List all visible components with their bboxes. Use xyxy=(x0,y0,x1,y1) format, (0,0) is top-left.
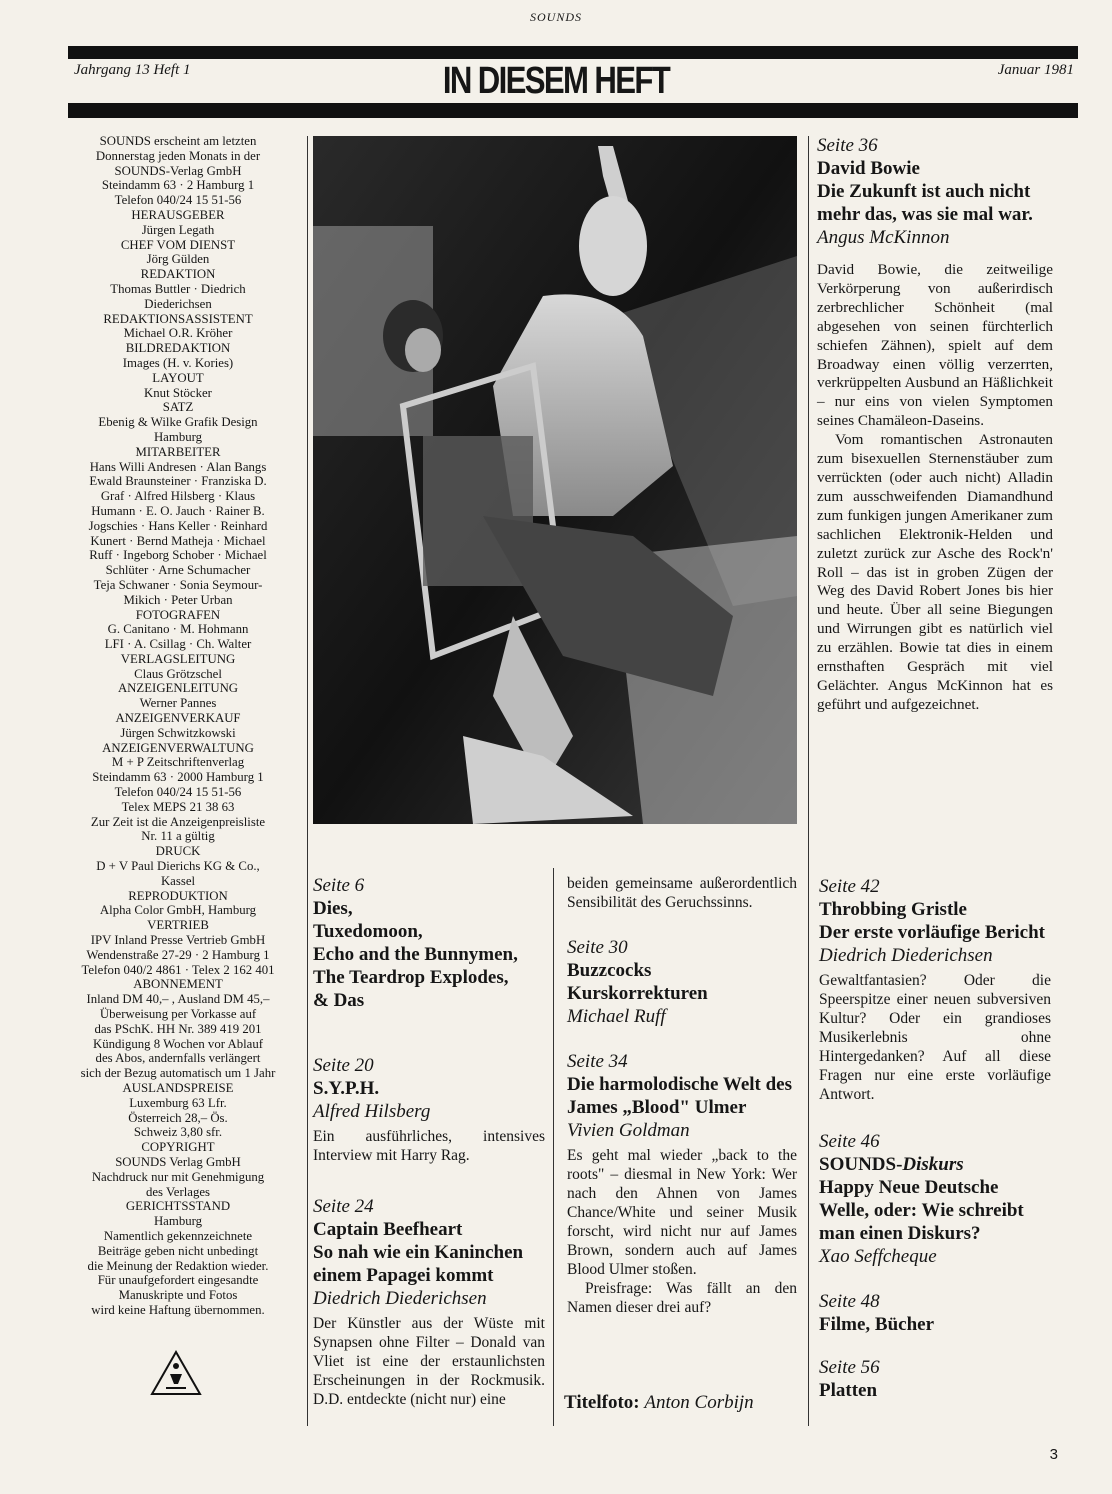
impressum-line: Steindamm 63 · 2000 Hamburg 1 xyxy=(92,770,264,785)
article-author: Diedrich Diederichsen xyxy=(819,945,993,966)
impressum-line: Ruff · Ingeborg Schober · Michael xyxy=(89,548,267,563)
impressum-line: Ewald Braunsteiner · Franziska D. xyxy=(89,474,267,489)
impressum-line: Nr. 11 a gültig xyxy=(141,829,215,844)
impressum-line: Diederichsen xyxy=(144,296,212,311)
page-ref: Seite 20 xyxy=(313,1055,374,1076)
impressum-line: Claus Grötzschel xyxy=(134,666,222,681)
impressum-line: SATZ xyxy=(162,400,194,415)
title-part: SOUNDS- xyxy=(819,1154,903,1175)
article-teaser: Der Künstler aus der Wüste mit Synapsen ohne Filter – Donald van Vliet ist eine der erstaunlichsten Erscheinungen in der Rockmusik. D.D. entdeckte (nicht nur) eine xyxy=(313,1315,545,1408)
toc-column-middle-right xyxy=(567,874,797,1317)
impressum xyxy=(50,134,306,1318)
article-title: Buzzcocks Kurskorrekturen xyxy=(567,960,708,1004)
impressum-line: COPYRIGHT xyxy=(141,1140,215,1155)
page-ref: Seite 30 xyxy=(567,937,628,958)
article-author: Diedrich Diederichsen xyxy=(313,1288,487,1309)
impressum-line: des Verlages xyxy=(145,1184,211,1199)
article-teaser: Gewaltfantasien? Oder die Speerspitze einer neuen subversiven Kultur? Oder ein grandioses Musikerlebnis ohne Hintergedanken? Auf all diese Fragen nur eine erste vorläufige Antwort. xyxy=(819,972,1051,1103)
impressum-line: Teja Schwaner · Sonia Seymour- xyxy=(93,577,263,592)
impressum-line: Schlüter · Arne Schumacher xyxy=(105,563,251,578)
impressum-line: Telefon 040/2 4861 · Telex 2 162 401 xyxy=(81,962,275,977)
page-ref: Seite 6 xyxy=(313,875,365,896)
impressum-line: Für unaufgefordert eingesandte xyxy=(97,1273,259,1288)
issue-date: Januar 1981 xyxy=(997,62,1074,78)
impressum-line: Kunert · Bernd Matheja · Michael xyxy=(90,533,266,548)
page-ref: Seite 36 xyxy=(817,135,878,156)
impressum-line: Nachdruck nur mit Genehmigung xyxy=(91,1169,265,1184)
impressum-line: GERICHTSSTAND xyxy=(125,1199,231,1214)
ivw-logo-icon xyxy=(150,1350,202,1396)
header-rule-bottom xyxy=(68,103,1078,118)
impressum-line: die Meinung der Redaktion wieder. xyxy=(87,1258,269,1273)
page-number: 3 xyxy=(1049,1446,1058,1463)
toc-column-right xyxy=(819,875,1051,1402)
article-title: Dies, Tuxedomoon, Echo and the Bunnymen, The Teardrop Explodes, & Das xyxy=(313,898,518,1011)
impressum-line: Telex MEPS 21 38 63 xyxy=(121,799,235,814)
issue-number: Jahrgang 13 Heft 1 xyxy=(74,62,191,78)
impressum-line: VERLAGSLEITUNG xyxy=(120,651,236,666)
page-ref: Seite 46 xyxy=(819,1131,880,1152)
impressum-line: Telefon 040/24 15 51-56 xyxy=(114,193,242,208)
impressum-line: Hamburg xyxy=(153,429,203,444)
impressum-line: Mikich · Peter Urban xyxy=(123,592,233,607)
article-author: Angus McKinnon xyxy=(817,227,950,248)
cover-credit-name: Anton Corbijn xyxy=(644,1392,754,1413)
column-divider xyxy=(307,136,308,1426)
page-ref: Seite 34 xyxy=(567,1051,628,1072)
impressum-line: REDAKTIONSASSISTENT xyxy=(103,311,253,326)
impressum-line: LFI · A. Csillag · Ch. Walter xyxy=(104,637,252,652)
header-rule-top xyxy=(68,46,1078,59)
impressum-line: Jürgen Legath xyxy=(141,222,215,237)
article-title: Platten xyxy=(819,1380,878,1401)
impressum-line: Jörg Gülden xyxy=(146,252,210,267)
impressum-line: SOUNDS Verlag GmbH xyxy=(115,1154,241,1169)
impressum-line: Schweiz 3,80 sfr. xyxy=(133,1125,223,1140)
cover-photo xyxy=(313,136,797,824)
impressum-line: MITARBEITER xyxy=(135,444,221,459)
impressum-line: G. Canitano · M. Hohmann xyxy=(107,622,249,637)
article-title: Throbbing Gristle Der erste vorläufige Bericht xyxy=(819,899,1045,943)
impressum-line: Namentlich gekennzeichnete xyxy=(103,1228,253,1243)
impressum-line: Ebenig & Wilke Grafik Design xyxy=(98,415,258,430)
column-divider xyxy=(808,136,809,1426)
article-title: Filme, Bücher xyxy=(819,1314,935,1335)
article-title: David Bowie Die Zukunft ist auch nicht mehr das, was sie mal war. xyxy=(817,158,1033,225)
impressum-line: Kassel xyxy=(160,873,196,888)
impressum-line: Hamburg xyxy=(153,1214,203,1229)
running-head: SOUNDS xyxy=(529,10,582,24)
cover-credit-label: Titelfoto: xyxy=(564,1392,640,1413)
impressum-line: Hans Willi Andresen · Alan Bangs xyxy=(89,459,267,474)
impressum-line: Kündigung 8 Wochen vor Ablauf xyxy=(92,1036,264,1051)
article-author: Vivien Goldman xyxy=(567,1120,690,1141)
impressum-line: Luxemburg 63 Lfr. xyxy=(129,1095,227,1110)
impressum-line: REPRODUKTION xyxy=(128,888,228,903)
page-ref: Seite 24 xyxy=(313,1196,374,1217)
article-author: Michael Ruff xyxy=(567,1006,666,1027)
impressum-line: ANZEIGENVERKAUF xyxy=(115,711,241,726)
article-teaser: Es geht mal wieder „back to the roots" – diesmal in New York: Wer nach den Ahnen von James Chance/White und seiner Musik forscht, wird nicht nur auf James Brown, sondern auch auf James Blood Ulmer stoßen. xyxy=(567,1147,797,1278)
impressum-line: Überweisung per Vorkasse auf xyxy=(99,1007,257,1022)
impressum-line: D + V Paul Dierichs KG & Co., xyxy=(96,859,260,874)
article-teaser: Vom romantischen Astronauten zum bisexuellen Sternenstäuber zum verrückten (oder auch nicht) Alladin zum ausschweifenden Diamandhund zum funkigen jungen Amerikaner zum sachlichen Elektronik-Helden und zuletzt zurück zur Asche des Rock'n' Roll – das ist in groben Zügen der Weg des David Robert Jones bis hier und heute. Über all seine Biegungen und Wirrungen gibt es natürlich viel zu erzählen. Bowie tat dies in einem ernsthaften Gespräch mit viel Gelächter. Angus McKinnon hat es geführt und aufgezeichnet. xyxy=(817,431,1053,713)
impressum-line: M + P Zeitschriftenverlag xyxy=(111,755,245,770)
page-ref: Seite 56 xyxy=(819,1357,880,1378)
impressum-line: REDAKTION xyxy=(140,267,216,282)
impressum-line: Steindamm 63 · 2 Hamburg 1 xyxy=(101,178,255,193)
impressum-line: HERAUSGEBER xyxy=(131,207,225,222)
impressum-line: wird keine Haftung übernommen. xyxy=(91,1302,265,1317)
impressum-line: das PSchK. HH Nr. 389 419 201 xyxy=(94,1021,262,1036)
article-title: Die harmolodische Welt des James „Blood" Ulmer xyxy=(567,1074,793,1118)
impressum-line: SOUNDS-Verlag GmbH xyxy=(114,163,242,178)
impressum-line: Alpha Color GmbH, Hamburg xyxy=(99,903,257,918)
article-author: Alfred Hilsberg xyxy=(313,1101,431,1122)
impressum-line: Humann · E. O. Jauch · Rainer B. xyxy=(91,503,265,518)
impressum-line: ANZEIGENLEITUNG xyxy=(117,681,239,696)
article-teaser: Ein ausführliches, intensives Interview mit Harry Rag. xyxy=(313,1128,545,1164)
toc-column-middle-left xyxy=(313,874,545,1409)
article-author: Xao Seffcheque xyxy=(819,1246,937,1267)
impressum-line: LAYOUT xyxy=(152,370,204,385)
impressum-line: Werner Pannes xyxy=(139,696,217,711)
impressum-line: sich der Bezug automatisch um 1 Jahr xyxy=(80,1066,276,1081)
impressum-line: AUSLANDSPREISE xyxy=(122,1081,234,1095)
article-teaser: David Bowie, die zeitweilige Verkörperung von außerirdisch zerbrechlicher Schönheit (mal abgesehen von seinen fürchterlich schiefen Zähnen), spielt auf dem Broadway einen völlig verzerrten, verkrüppelten Ausbund an Häßlichkeit – nur eins von vielen Symptomen seines Chamäleon-Daseins. xyxy=(817,261,1053,430)
impressum-line: des Abos, andernfalls verlängert xyxy=(95,1051,261,1066)
impressum-line: CHEF VOM DIENST xyxy=(120,237,236,252)
article-title: Captain Beefheart So nah wie ein Kaninchen einem Papagei kommt xyxy=(313,1219,524,1286)
toc-entry-seite-36 xyxy=(817,134,1053,715)
impressum-line: Manuskripte und Fotos xyxy=(118,1288,238,1303)
impressum-line: Donnerstag jeden Monats in der xyxy=(95,148,261,163)
impressum-line: Knut Stöcker xyxy=(144,385,212,400)
cover-credit xyxy=(564,1392,754,1414)
article-teaser-continued: beiden gemeinsame außerordentlich Sensibilität des Geruchssinns. xyxy=(567,875,797,911)
impressum-line: Wendenstraße 27-29 · 2 Hamburg 1 xyxy=(86,947,270,962)
impressum-line: DRUCK xyxy=(155,844,201,859)
article-title: S.Y.P.H. xyxy=(313,1078,380,1099)
masthead-title: IN DIESEM HEFT xyxy=(442,60,670,102)
column-divider xyxy=(553,868,554,1426)
title-part: Diskurs xyxy=(902,1154,964,1175)
impressum-line: Jürgen Schwitzkowski xyxy=(120,725,236,740)
impressum-line: ANZEIGENVERWALTUNG xyxy=(102,740,254,755)
article-teaser: Preisfrage: Was fällt an den Namen dieser drei auf? xyxy=(567,1280,797,1316)
impressum-line: BILDREDAKTION xyxy=(125,341,231,356)
impressum-line: Inland DM 40,– , Ausland DM 45,– xyxy=(86,992,270,1007)
impressum-line: Telefon 040/24 15 51-56 xyxy=(114,785,242,800)
impressum-line: Beiträge geben nicht unbedingt xyxy=(97,1243,259,1258)
impressum-line: Michael O.R. Kröher xyxy=(123,326,233,341)
impressum-line: Österreich 28,– Ös. xyxy=(128,1110,228,1125)
impressum-line: IPV Inland Presse Vertrieb GmbH xyxy=(90,933,266,948)
impressum-line: Graf · Alfred Hilsberg · Klaus xyxy=(100,489,256,504)
impressum-line: Jogschies · Hans Keller · Reinhard xyxy=(88,518,268,533)
impressum-line: FOTOGRAFEN xyxy=(135,607,221,622)
impressum-line: Zur Zeit ist die Anzeigenpreisliste xyxy=(90,814,266,829)
impressum-line: SOUNDS erscheint am letzten xyxy=(99,134,257,148)
impressum-line: ABONNEMENT xyxy=(133,977,223,992)
impressum-line: Thomas Buttler · Diedrich xyxy=(110,281,246,296)
page-ref: Seite 48 xyxy=(819,1291,880,1312)
impressum-line: VERTRIEB xyxy=(147,918,209,933)
article-title: Happy Neue Deutsche Welle, oder: Wie schreibt man einen Diskurs? xyxy=(819,1177,1024,1244)
article-title xyxy=(819,1153,1051,1176)
page-ref: Seite 42 xyxy=(819,876,880,897)
impressum-line: Images (H. v. Kories) xyxy=(122,355,234,370)
